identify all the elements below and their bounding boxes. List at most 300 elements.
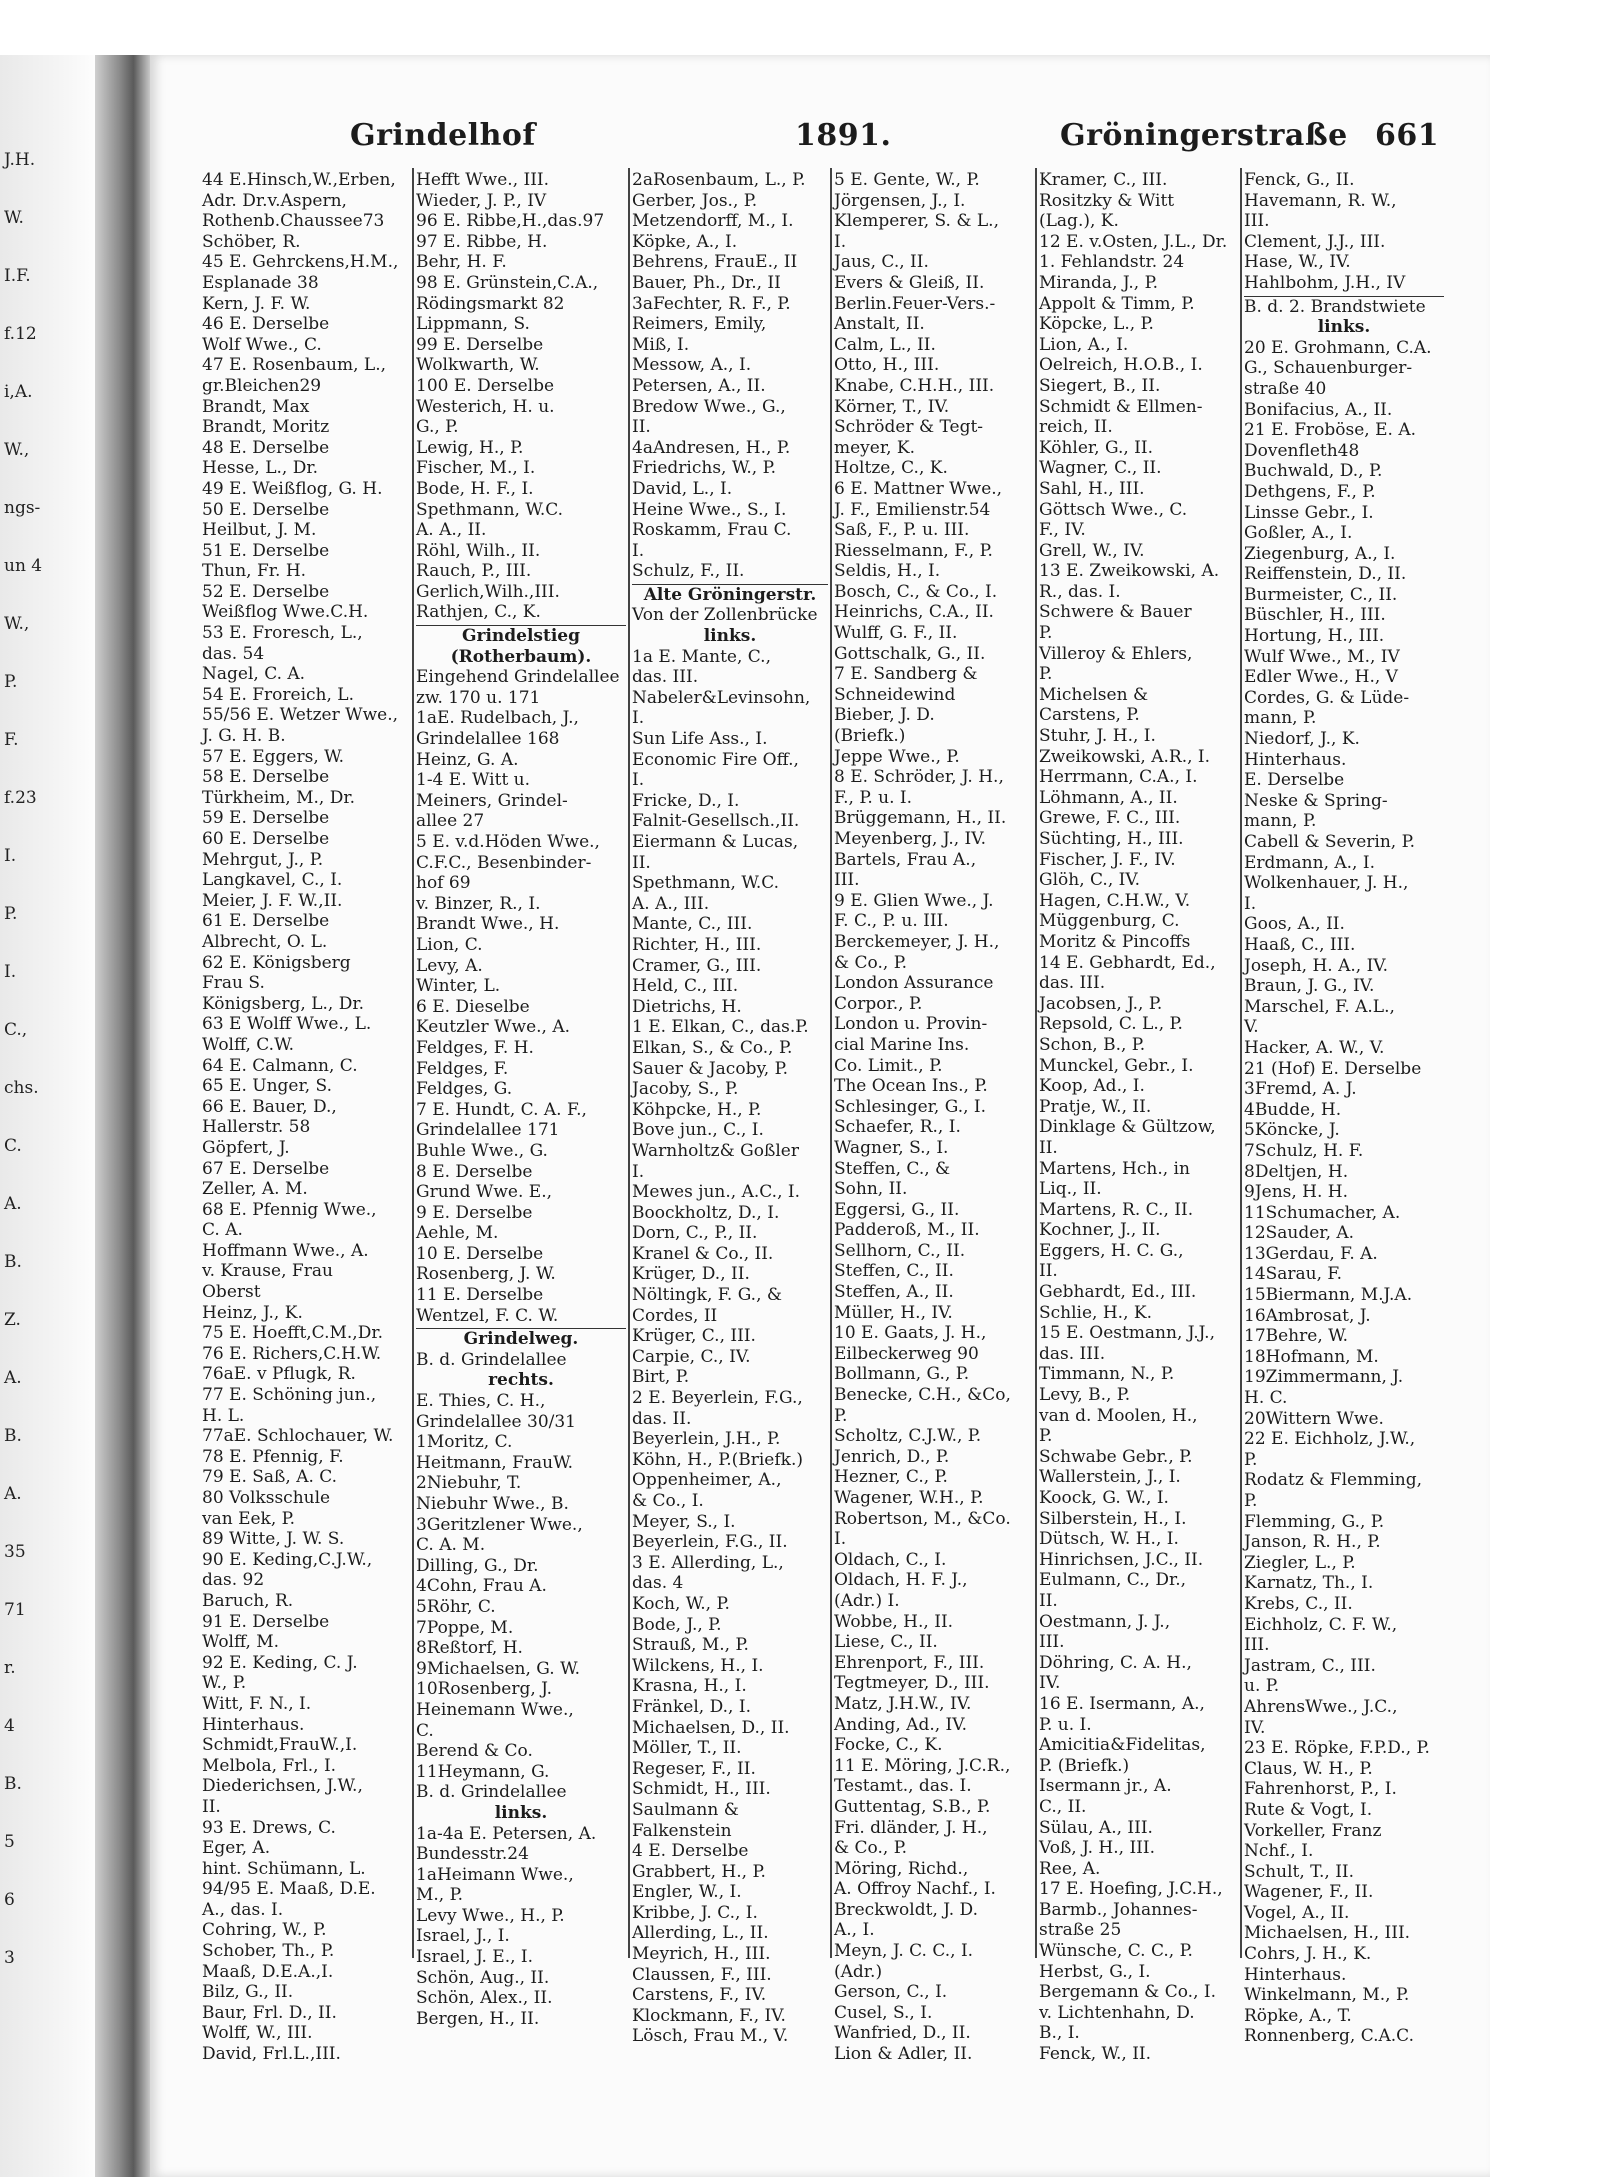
directory-entry: Krüger, C., III. xyxy=(632,1326,756,1347)
directory-entry: Schwere & Bauer xyxy=(1039,602,1192,623)
directory-entry: 19Zimmermann, J. xyxy=(1244,1367,1404,1388)
directory-entry: gr.Bleichen29 xyxy=(202,375,322,396)
directory-entry: Kochner, J., II. xyxy=(1039,1220,1161,1241)
directory-column-5 xyxy=(1039,170,1238,2065)
directory-entry: Martens, Hch., in xyxy=(1039,1158,1190,1179)
directory-entry: I. xyxy=(632,708,645,729)
left-page-fragment: A. xyxy=(4,1194,22,1214)
directory-entry: Cabell & Severin, P. xyxy=(1244,832,1415,852)
directory-entry: Grell, W., IV. xyxy=(1039,540,1145,561)
directory-entry: C. A. xyxy=(202,1220,243,1241)
directory-entry: Wünsche, C. C., P. xyxy=(1039,1941,1193,1962)
directory-entry: Schlie, H., K. xyxy=(1039,1302,1152,1323)
directory-entry: das. 4 xyxy=(632,1573,684,1594)
directory-entry: V. xyxy=(1244,1017,1259,1038)
directory-entry: Eichholz, C. F. W., xyxy=(1244,1614,1398,1635)
directory-entry: Eulmann, C., Dr., xyxy=(1039,1570,1187,1591)
left-page-fragment: I. xyxy=(4,962,17,982)
directory-entry: Koop, Ad., I. xyxy=(1039,1076,1145,1097)
directory-entry: Schmidt, H., III. xyxy=(632,1779,771,1800)
directory-entry: mann, P. xyxy=(1244,811,1317,832)
directory-entry: Nabeler&Levinsohn, xyxy=(632,687,811,708)
directory-entry: Knabe, C.H.H., III. xyxy=(834,375,995,396)
directory-entry: Steffen, A., II. xyxy=(834,1282,954,1303)
directory-entry: 8 E. Derselbe xyxy=(416,1161,533,1182)
directory-entry: 2Niebuhr, T. xyxy=(416,1473,522,1494)
directory-entry: Schön, Aug., II. xyxy=(416,1967,550,1988)
directory-entry: Heine Wwe., S., I. xyxy=(632,499,787,520)
directory-entry: Wagner, S., I. xyxy=(834,1137,949,1158)
directory-entry: Wolkwarth, W. xyxy=(416,355,540,376)
directory-entry: 53 E. Froresch, L., xyxy=(202,623,363,644)
directory-entry: Köpke, A., I. xyxy=(632,231,738,252)
directory-entry: u. P. xyxy=(1244,1676,1280,1697)
directory-entry: Grindelallee 171 xyxy=(416,1120,560,1141)
directory-entry: Bode, J., P. xyxy=(632,1614,722,1635)
directory-entry: Dilling, G., Dr. xyxy=(416,1555,539,1576)
directory-entry: 67 E. Derselbe xyxy=(202,1158,330,1179)
left-page-fragment: 35 xyxy=(4,1542,26,1562)
directory-entry: Falkenstein xyxy=(632,1820,732,1841)
directory-entry: Riesselmann, F., P. xyxy=(834,540,993,561)
directory-entry: Alte Gröningerstr. xyxy=(632,584,828,606)
directory-entry: Schöber, R. xyxy=(202,231,301,252)
directory-entry: A. A., III. xyxy=(632,893,710,914)
directory-entry: 6 E. Dieselbe xyxy=(416,996,530,1017)
directory-entry: 77aE. Schlochauer, W. xyxy=(202,1426,394,1447)
directory-entry: 23 E. Röpke, F.P.D., P. xyxy=(1244,1738,1430,1759)
directory-entry: hof 69 xyxy=(416,873,471,894)
directory-entry: C. xyxy=(416,1720,434,1741)
directory-entry: 8Deltjen, H. xyxy=(1244,1161,1349,1182)
directory-entry: Grindelallee 168 xyxy=(416,729,560,750)
directory-entry: 21 E. Froböse, E. A. xyxy=(1244,420,1417,441)
directory-entry: Jaus, C., II. xyxy=(834,252,929,273)
directory-entry: Wolff, C.W. xyxy=(202,1034,294,1055)
directory-entry: Fricke, D., I. xyxy=(632,790,740,811)
directory-entry: Munckel, Gebr., I. xyxy=(1039,1055,1194,1076)
directory-entry: Dietrichs, H. xyxy=(632,996,742,1017)
directory-entry: Königsberg, L., Dr. xyxy=(202,993,365,1014)
directory-entry: Hase, W., IV. xyxy=(1244,252,1351,273)
directory-entry: Bauer, Ph., Dr., II xyxy=(632,272,781,293)
directory-entry: rechts. xyxy=(488,1370,554,1391)
directory-entry: Birt, P. xyxy=(632,1367,690,1388)
directory-entry: 51 E. Derselbe xyxy=(202,540,330,561)
directory-entry: 14 E. Gebhardt, Ed., xyxy=(1039,952,1216,973)
directory-entry: B. d. Grindelallee xyxy=(416,1782,567,1803)
directory-entry: Hacker, A. W., V. xyxy=(1244,1037,1385,1058)
directory-entry: Baruch, R. xyxy=(202,1590,294,1611)
directory-entry: Metzendorff, M., I. xyxy=(632,211,794,232)
directory-entry: Meyn, J. C. C., I. xyxy=(834,1941,974,1962)
directory-entry: Breckwoldt, J. D. xyxy=(834,1899,978,1920)
directory-entry: Baur, Frl. D., II. xyxy=(202,2002,337,2023)
left-page-fragment: P. xyxy=(4,904,18,924)
directory-entry: P. u. I. xyxy=(1039,1714,1092,1735)
column-rule xyxy=(628,168,630,1958)
directory-entry: Neske & Spring- xyxy=(1244,790,1388,811)
directory-entry: 50 E. Derselbe xyxy=(202,499,330,520)
directory-entry: Beyerlein, J.H., P. xyxy=(632,1429,781,1450)
directory-entry: (Rotherbaum). xyxy=(450,646,592,667)
directory-entry: Roskamm, Frau C. xyxy=(632,520,792,541)
directory-entry: London u. Provin- xyxy=(834,1014,988,1035)
directory-entry: Berlin.Feuer-Vers.- xyxy=(834,293,996,314)
left-page-fragment: C. xyxy=(4,1136,22,1156)
directory-entry: 62 E. Königsberg xyxy=(202,952,351,973)
directory-entry: Anstalt, II. xyxy=(834,314,925,335)
directory-entry: Testamt., das. I. xyxy=(834,1776,972,1797)
directory-entry: Hagen, C.H.W., V. xyxy=(1039,890,1191,911)
directory-entry: Cordes, II xyxy=(632,1305,718,1326)
directory-entry: Spethmann, W.C. xyxy=(416,499,564,520)
directory-entry: Eilbeckerweg 90 xyxy=(834,1343,979,1364)
directory-entry: Hinterhaus. xyxy=(202,1714,305,1735)
directory-entry: Sun Life Ass., I. xyxy=(632,729,768,750)
directory-entry: 8Reßtorf, H. xyxy=(416,1638,523,1659)
directory-entry: Jörgensen, J., I. xyxy=(834,190,966,211)
directory-entry: Otto, H., III. xyxy=(834,355,940,376)
left-page-fragment: 3 xyxy=(4,1948,15,1968)
directory-entry: Kranel & Co., II. xyxy=(632,1243,774,1264)
directory-entry: C.F.C., Besenbinder- xyxy=(416,852,592,873)
directory-entry: E. Derselbe xyxy=(1244,770,1345,791)
directory-entry: Bode, H. F., I. xyxy=(416,478,534,499)
directory-entry: Göpfert, J. xyxy=(202,1137,290,1158)
directory-entry: Carstens, P. xyxy=(1039,705,1140,726)
directory-entry: 48 E. Derselbe xyxy=(202,437,330,458)
directory-entry: Krüger, D., II. xyxy=(632,1264,750,1285)
directory-entry: Bonifacius, A., II. xyxy=(1244,399,1393,420)
directory-entry: Dethgens, F., P. xyxy=(1244,481,1376,502)
directory-entry: Israel, J. E., I. xyxy=(416,1947,534,1968)
directory-entry: 2 E. Beyerlein, F.G., xyxy=(632,1388,803,1409)
directory-entry: 77 E. Schöning jun., xyxy=(202,1385,377,1406)
directory-entry: Kramer, C., III. xyxy=(1039,170,1168,190)
directory-entry: Lion, C. xyxy=(416,934,483,955)
directory-entry: Appolt & Timm, P. xyxy=(1039,293,1195,314)
directory-entry: 5 E. v.d.Höden Wwe., xyxy=(416,832,600,852)
directory-entry: 9 E. Derselbe xyxy=(416,1202,533,1223)
directory-entry: 1a E. Mante, C., xyxy=(632,646,771,667)
directory-entry: zw. 170 u. 171 xyxy=(416,687,541,708)
directory-entry: 89 Witte, J. W. S. xyxy=(202,1529,345,1550)
directory-entry: P. xyxy=(1244,1491,1258,1511)
header-year: 1891. xyxy=(795,118,892,153)
directory-entry: 68 E. Pfennig Wwe., xyxy=(202,1199,377,1220)
directory-entry: Hezner, C., P. xyxy=(834,1467,948,1488)
directory-entry: Villeroy & Ehlers, xyxy=(1039,643,1193,664)
directory-entry: III. xyxy=(1039,1632,1065,1653)
directory-entry: 49 E. Weißflog, G. H. xyxy=(202,478,383,499)
directory-entry: Brandt, Moritz xyxy=(202,417,330,438)
directory-entry: Heinz, G. A. xyxy=(416,749,519,770)
directory-entry: Carstens, F., IV. xyxy=(632,1985,767,2006)
directory-entry: Ree, A. xyxy=(1039,1858,1101,1879)
directory-entry: 66 E. Bauer, D., xyxy=(202,1096,337,1117)
directory-entry: Fahrenhorst, P., I. xyxy=(1244,1779,1397,1800)
previous-page-edge xyxy=(0,55,95,2177)
directory-entry: Burmeister, C., II. xyxy=(1244,584,1398,605)
directory-entry: Kribbe, J. C., I. xyxy=(632,1902,758,1923)
directory-entry: 93 E. Drews, C. xyxy=(202,1817,336,1838)
directory-entry: Hinterhaus. xyxy=(1244,749,1347,770)
directory-entry: Herbst, G., I. xyxy=(1039,1961,1151,1982)
directory-entry: Sauer & Jacoby, P. xyxy=(632,1058,788,1079)
directory-entry: 9 E. Glien Wwe., J. xyxy=(834,890,994,911)
directory-entry: E. Thies, C. H., xyxy=(416,1391,546,1412)
directory-entry: Liese, C., II. xyxy=(834,1632,938,1653)
left-page-fragment: f.23 xyxy=(4,788,37,808)
directory-entry: Brandt, Max xyxy=(202,396,310,417)
directory-entry: Müller, H., IV. xyxy=(834,1302,953,1323)
directory-entry: Jenrich, D., P. xyxy=(834,1446,950,1467)
directory-entry: 13Gerdau, F. A. xyxy=(1244,1243,1378,1264)
directory-column-2 xyxy=(416,170,626,2029)
directory-entry: Wolf Wwe., C. xyxy=(202,334,322,355)
directory-entry: Wulff, G. F., II. xyxy=(834,623,958,644)
directory-entry: Co. Limit., P. xyxy=(834,1055,943,1076)
directory-entry: F. C., P. u. III. xyxy=(834,911,949,932)
directory-entry: 1. Fehlandstr. 24 xyxy=(1039,252,1185,273)
directory-entry: Hoffmann Wwe., A. xyxy=(202,1240,369,1261)
directory-entry: Oberst xyxy=(202,1282,261,1303)
directory-entry: Eggers, H. C. G., xyxy=(1039,1240,1184,1261)
directory-entry: F., IV. xyxy=(1039,520,1086,541)
directory-entry: G., Schauenburger- xyxy=(1244,358,1413,379)
directory-entry: Calm, L., II. xyxy=(834,334,936,355)
directory-entry: Meyenberg, J., IV. xyxy=(834,829,986,849)
directory-column-1 xyxy=(202,170,410,2065)
directory-entry: Bosch, C., & Co., I. xyxy=(834,581,998,602)
directory-entry: W., P. xyxy=(202,1673,247,1694)
directory-entry: Rosenberg, J. W. xyxy=(416,1264,556,1285)
directory-entry: Melbola, Frl., I. xyxy=(202,1755,337,1776)
directory-entry: C. A. M. xyxy=(416,1535,486,1556)
directory-entry: Erdmann, A., I. xyxy=(1244,852,1375,873)
directory-entry: C., II. xyxy=(1039,1796,1087,1817)
directory-entry: Röhl, Wilh., II. xyxy=(416,540,541,561)
directory-entry: Türkheim, M., Dr. xyxy=(202,787,355,808)
directory-entry: H. C. xyxy=(1244,1388,1288,1409)
directory-entry: Grindelweg. xyxy=(416,1328,626,1350)
directory-entry: Rodatz & Flemming, xyxy=(1244,1470,1422,1491)
directory-entry: Bergen, H., II. xyxy=(416,2008,540,2029)
directory-entry: 1aE. Rudelbach, J., xyxy=(416,708,579,729)
directory-entry: Haaß, C., III. xyxy=(1244,934,1356,955)
directory-entry: 96 E. Ribbe,H.,das.97 xyxy=(416,211,605,232)
directory-entry: 9Jens, H. H. xyxy=(1244,1182,1349,1203)
directory-entry: P. xyxy=(834,1405,848,1426)
directory-entry: Sahl, H., III. xyxy=(1039,478,1145,499)
directory-entry: David, L., I. xyxy=(632,478,733,499)
directory-entry: 14Sarau, F. xyxy=(1244,1264,1342,1285)
directory-entry: Economic Fire Off., xyxy=(632,749,799,770)
directory-entry: Köpcke, L., P. xyxy=(1039,314,1154,335)
directory-entry: Niedorf, J., K. xyxy=(1244,729,1360,750)
directory-entry: Friedrichs, W., P. xyxy=(632,458,776,479)
directory-entry: III. xyxy=(1244,1635,1270,1656)
directory-entry: 10Rosenberg, J. xyxy=(416,1679,553,1700)
directory-entry: Steffen, C., & xyxy=(834,1158,951,1179)
directory-entry: Beyerlein, F.G., II. xyxy=(632,1532,788,1553)
directory-entry: Feldges, G. xyxy=(416,1079,513,1100)
directory-entry: Carpie, C., IV. xyxy=(632,1346,751,1367)
directory-entry: Oppenheimer, A., xyxy=(632,1470,782,1491)
directory-entry: Bove jun., C., I. xyxy=(632,1120,764,1141)
left-page-fragment: I.F. xyxy=(4,266,31,286)
directory-entry: Hallerstr. 58 xyxy=(202,1117,311,1138)
directory-entry: Schlesinger, G., I. xyxy=(834,1096,987,1117)
column-rule xyxy=(1240,168,1242,1958)
directory-entry: Wolff, W., III. xyxy=(202,2023,313,2044)
directory-entry: das. III. xyxy=(632,667,699,688)
directory-entry: (Briefk.) xyxy=(834,726,906,747)
directory-entry: Sohn, II. xyxy=(834,1179,908,1200)
directory-entry: 91 E. Derselbe xyxy=(202,1611,330,1632)
directory-entry: 58 E. Derselbe xyxy=(202,767,330,788)
directory-entry: Warnholtz& Goßler xyxy=(632,1140,799,1161)
directory-entry: Isermann jr., A. xyxy=(1039,1776,1172,1797)
directory-entry: Miranda, J., P. xyxy=(1039,272,1158,293)
directory-entry: Saulmann & xyxy=(632,1799,739,1820)
directory-entry: Elkan, S., & Co., P. xyxy=(632,1037,793,1058)
directory-entry: Krebs, C., II. xyxy=(1244,1593,1353,1614)
directory-entry: 57 E. Eggers, W. xyxy=(202,746,345,767)
directory-entry: Thun, Fr. H. xyxy=(202,561,307,582)
directory-entry: I. xyxy=(1244,893,1257,914)
directory-entry: Bundesstr.24 xyxy=(416,1844,529,1865)
directory-entry: Bartels, Frau A., xyxy=(834,849,977,870)
directory-entry: Eiermann & Lucas, xyxy=(632,832,799,852)
directory-entry: 4Budde, H. xyxy=(1244,1099,1342,1120)
directory-entry: Dorn, C., P., II. xyxy=(632,1223,758,1244)
directory-entry: Evers & Gleiß, II. xyxy=(834,272,985,293)
directory-entry: Lewig, H., P. xyxy=(416,437,524,458)
directory-entry: Behr, H. F. xyxy=(416,252,507,273)
directory-entry: Martens, R. C., II. xyxy=(1039,1199,1194,1220)
directory-entry: Behrens, FrauE., II xyxy=(632,252,798,273)
column-rule xyxy=(1035,168,1037,1958)
directory-entry: Matz, J.H.W., IV. xyxy=(834,1693,972,1714)
directory-entry: Jastram, C., III. xyxy=(1244,1655,1376,1676)
directory-entry: III. xyxy=(1244,211,1270,232)
directory-entry: I. xyxy=(632,770,645,791)
directory-entry: IV. xyxy=(1039,1673,1061,1694)
directory-entry: J. F., Emilienstr.54 xyxy=(834,499,991,520)
directory-entry: Wulf Wwe., M., IV xyxy=(1244,646,1400,667)
directory-entry: 6 E. Mattner Wwe., xyxy=(834,478,1003,499)
directory-entry: Schneidewind xyxy=(834,684,956,705)
directory-entry: Moritz & Pincoffs xyxy=(1039,931,1191,952)
directory-entry: II. xyxy=(632,852,651,873)
directory-entry: B. d. Grindelallee xyxy=(416,1349,567,1370)
left-page-fragment: 4 xyxy=(4,1716,15,1736)
directory-entry: Ronnenberg, C.A.C. xyxy=(1244,2026,1414,2047)
directory-entry: IV. xyxy=(1244,1717,1266,1738)
directory-entry: Boockholtz, D., I. xyxy=(632,1202,780,1223)
directory-entry: Allerding, L., II. xyxy=(632,1923,769,1944)
directory-entry: Tegtmeyer, D., III. xyxy=(834,1673,990,1694)
directory-entry: Esplanade 38 xyxy=(202,272,319,293)
directory-entry: Hinrichsen, J.C., II. xyxy=(1039,1549,1204,1570)
directory-entry: Grabbert, H., P. xyxy=(632,1861,766,1882)
directory-entry: Schwabe Gebr., P. xyxy=(1039,1446,1193,1467)
directory-entry: meyer, K. xyxy=(834,437,916,458)
directory-entry: I. xyxy=(632,1161,645,1182)
directory-entry: Bergemann & Co., I. xyxy=(1039,1982,1216,2003)
directory-entry: Cusel, S., I. xyxy=(834,2002,933,2023)
left-page-fragment: A. xyxy=(4,1368,22,1388)
directory-entry: 45 E. Gehrckens,H.M., xyxy=(202,252,399,273)
directory-entry: 2aRosenbaum, L., P. xyxy=(632,170,806,190)
directory-entry: Schult, T., II. xyxy=(1244,1861,1355,1882)
directory-entry: Jacoby, S., P. xyxy=(632,1079,739,1100)
directory-entry: & Co., P. xyxy=(834,1838,908,1859)
directory-entry: I. xyxy=(834,231,847,252)
directory-entry: F., P. u. I. xyxy=(834,787,913,808)
left-page-fragment: W., xyxy=(4,440,30,460)
directory-entry: Gerson, C., I. xyxy=(834,1982,948,2003)
directory-entry: Repsold, C. L., P. xyxy=(1039,1014,1183,1035)
directory-entry: 52 E. Derselbe xyxy=(202,581,330,602)
directory-entry: Stuhr, J. H., I. xyxy=(1039,726,1156,747)
directory-entry: Langkavel, C., I. xyxy=(202,870,343,891)
directory-entry: P. xyxy=(1244,1449,1258,1470)
directory-entry: 20 E. Grohmann, C.A. xyxy=(1244,337,1432,358)
directory-entry: 97 E. Ribbe, H. xyxy=(416,231,548,252)
directory-entry: Fränkel, D., I. xyxy=(632,1696,751,1717)
directory-entry: 11Schumacher, A. xyxy=(1244,1202,1401,1223)
directory-entry: Meyrich, H., III. xyxy=(632,1944,771,1965)
book-gutter xyxy=(95,55,150,2177)
directory-entry: Bilz, G., II. xyxy=(202,1982,294,2003)
directory-entry: I. xyxy=(632,540,645,561)
directory-entry: Ehrenport, F., III. xyxy=(834,1652,985,1673)
directory-entry: Schmidt & Ellmen- xyxy=(1039,396,1203,417)
directory-entry: Möller, T., II. xyxy=(632,1738,742,1759)
directory-entry: cial Marine Ins. xyxy=(834,1034,970,1055)
directory-entry: Amicitia&Fidelitas, xyxy=(1039,1735,1206,1756)
directory-entry: III. xyxy=(834,870,860,891)
directory-entry: 7 E. Sandberg & xyxy=(834,664,978,685)
directory-entry: das. 92 xyxy=(202,1570,265,1591)
directory-entry: links. xyxy=(1317,317,1371,338)
directory-entry: Heinrichs, C.A., II. xyxy=(834,602,994,623)
directory-entry: Dinklage & Gültzow, xyxy=(1039,1117,1216,1138)
directory-entry: Wolkenhauer, J. H., xyxy=(1244,873,1409,894)
directory-entry: Wilckens, H., I. xyxy=(632,1655,764,1676)
directory-entry: 44 E.Hinsch,W.,Erben, xyxy=(202,170,396,190)
directory-entry: Saß, F., P. u. III. xyxy=(834,520,970,541)
directory-entry: 16 E. Isermann, A., xyxy=(1039,1693,1205,1714)
directory-entry: Wagner, C., II. xyxy=(1039,458,1162,479)
directory-entry: mann, P. xyxy=(1244,708,1317,729)
directory-entry: Berckemeyer, J. H., xyxy=(834,931,1000,952)
directory-entry: Adr. Dr.v.Aspern, xyxy=(202,190,347,211)
directory-entry: 80 Volksschule xyxy=(202,1488,331,1508)
directory-entry: Grewe, F. C., III. xyxy=(1039,808,1181,829)
directory-entry: Edler Wwe., H., V xyxy=(1244,667,1398,688)
directory-entry: Heinemann Wwe., xyxy=(416,1699,574,1720)
directory-entry: Barmb., Johannes- xyxy=(1039,1899,1198,1920)
directory-entry: Schober, Th., P. xyxy=(202,1941,335,1962)
directory-entry: Michelsen & xyxy=(1039,684,1149,705)
directory-entry: Winkelmann, M., P. xyxy=(1244,1985,1410,2006)
directory-entry: Köhpcke, H., P. xyxy=(632,1099,762,1120)
directory-entry: Messow, A., I. xyxy=(632,355,752,376)
